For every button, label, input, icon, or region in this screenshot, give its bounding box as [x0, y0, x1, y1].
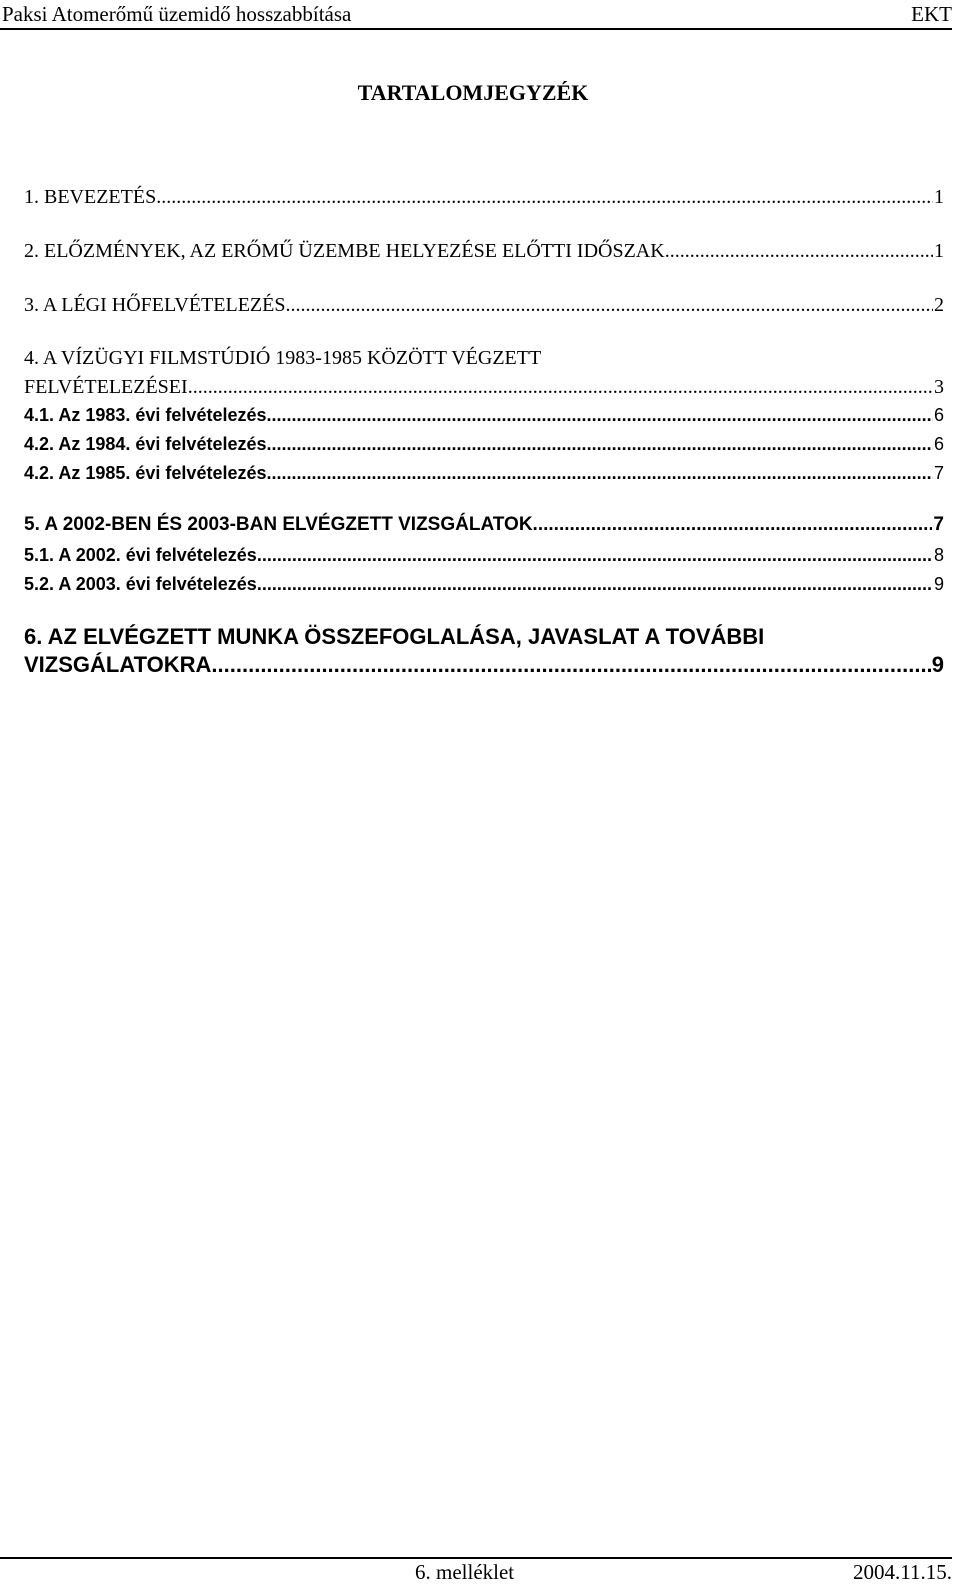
toc-entry[interactable]	[24, 291, 944, 319]
toc-entry-page: 7	[933, 463, 944, 483]
toc-entry-label: 4.2. Az 1984. évi felvételezés	[24, 434, 267, 454]
toc-leader-dots	[257, 543, 933, 567]
toc-subentry[interactable]	[24, 461, 944, 489]
toc-leader-dots	[665, 237, 933, 265]
page-header	[0, 0, 952, 30]
toc-entry-page: 2	[934, 294, 944, 316]
toc-leader-dots	[267, 432, 933, 456]
toc-entry-label: 4.2. Az 1985. évi felvételezés	[24, 463, 267, 483]
toc-entry-page: 1	[934, 240, 944, 262]
toc-entry[interactable]	[24, 512, 944, 540]
toc-entry-page: 9	[931, 652, 944, 677]
toc-entry[interactable]	[24, 651, 944, 679]
toc-leader-dots	[156, 183, 933, 211]
toc-entry-label: 5.2. A 2003. évi felvételezés	[24, 574, 257, 594]
toc-leader-dots	[267, 461, 933, 485]
toc-entry-label: 3. A LÉGI HŐFELVÉTELEZÉS	[24, 294, 286, 316]
header-code: EKT	[911, 2, 952, 26]
toc-entry-page: 6	[933, 405, 944, 425]
toc-entry-page: 7	[933, 514, 944, 535]
toc-subentry[interactable]	[24, 543, 944, 571]
header-title: Paksi Atomerőmű üzemidő hosszabbítása	[2, 2, 352, 26]
toc-entry-page: 1	[934, 186, 944, 208]
toc-leader-dots	[257, 572, 933, 596]
toc-entry-label: 5. A 2002-BEN ÉS 2003-BAN ELVÉGZETT VIZSGÁLATOK	[24, 514, 533, 535]
toc-entry-label: FELVÉTELEZÉSEI	[24, 376, 188, 398]
toc-entry-label-line1: 4. A VÍZÜGYI FILMSTÚDIÓ 1983-1985 KÖZÖTT VÉGZETT	[24, 347, 542, 369]
toc-entry-label: VIZSGÁLATOKRA	[24, 652, 212, 677]
toc-entry-label-line1: 6. AZ ELVÉGZETT MUNKA ÖSSZEFOGLALÁSA, JAVASLAT A TOVÁBBI	[24, 624, 765, 649]
toc-entry-label: 4.1. Az 1983. évi felvételezés	[24, 405, 267, 425]
toc-title: TARTALOMJEGYZÉK	[357, 80, 589, 105]
toc-subentry[interactable]	[24, 432, 944, 460]
toc-leader-dots	[188, 373, 933, 401]
toc-entry-label: 1. BEVEZETÉS	[24, 186, 157, 208]
toc-entry-page: 6	[933, 434, 944, 454]
toc-entry[interactable]	[24, 373, 944, 401]
toc-leader-dots	[211, 651, 930, 679]
toc-subentry[interactable]	[24, 572, 944, 600]
toc-subentry[interactable]	[24, 403, 944, 431]
toc-entry-label: 2. ELŐZMÉNYEK, AZ ERŐMŰ ÜZEMBE HELYEZÉSE ELŐTTI IDŐSZAK	[24, 240, 665, 262]
toc-entry-page: 8	[933, 545, 944, 565]
toc-entry[interactable]	[24, 183, 944, 211]
footer-date: 2004.11.15.	[853, 1560, 952, 1584]
toc-entry-page: 3	[934, 376, 944, 398]
toc-entry[interactable]	[24, 237, 944, 265]
toc-entry-label: 5.1. A 2002. évi felvételezés	[24, 545, 257, 565]
page-footer	[0, 1557, 952, 1584]
footer-annex-label: 6. melléklet	[415, 1560, 515, 1584]
toc-leader-dots	[267, 403, 933, 427]
toc-leader-dots	[533, 512, 933, 538]
toc-entry-page: 9	[933, 574, 944, 594]
toc-leader-dots	[285, 291, 933, 319]
